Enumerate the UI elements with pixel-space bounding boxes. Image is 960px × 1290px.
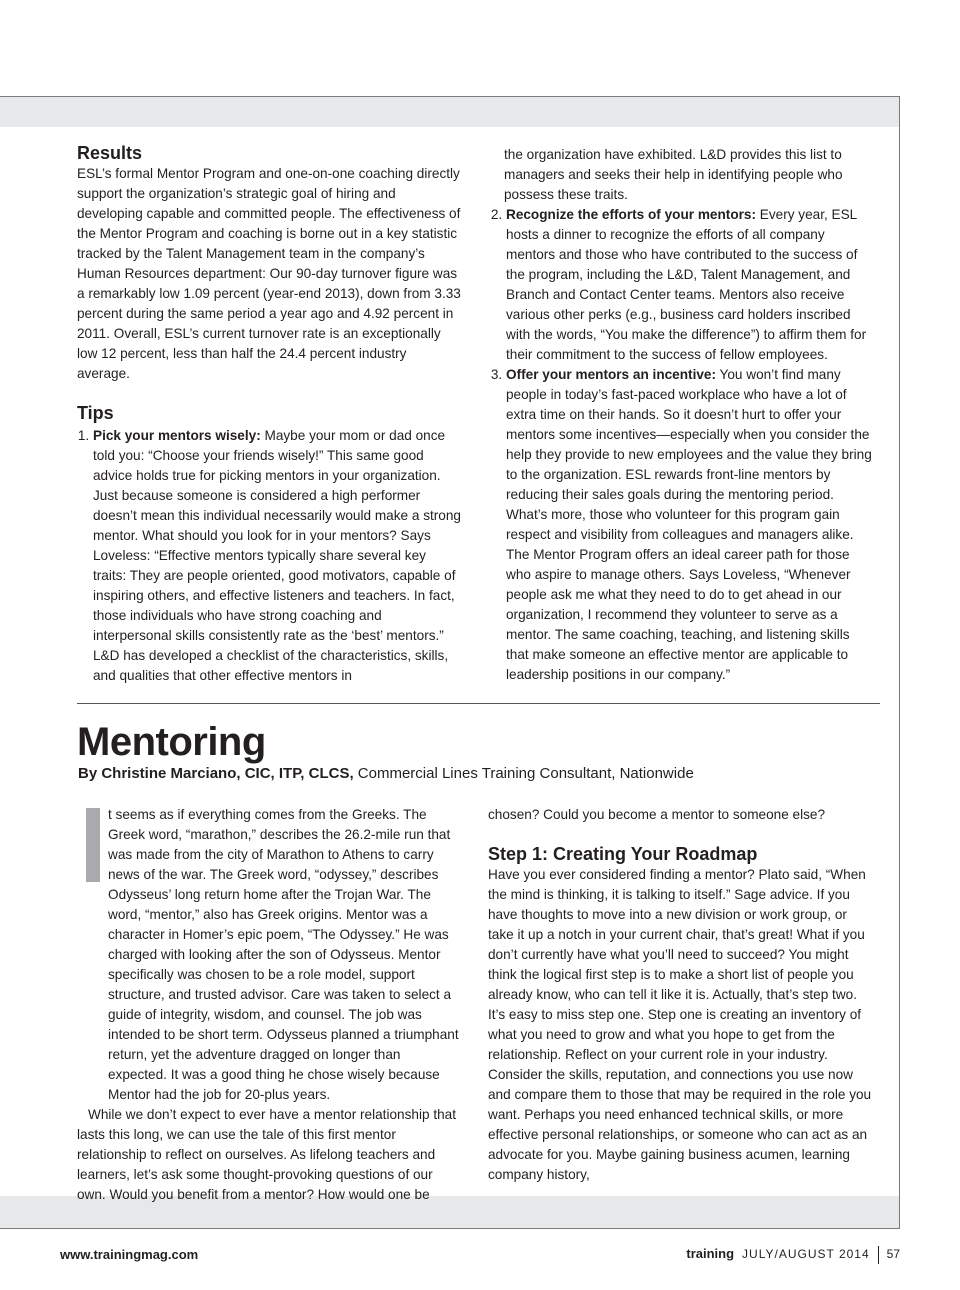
tips-list-2: [490, 205, 875, 685]
step1-body: Have you ever considered finding a mentor? Plato said, “When the mind is thinking, it is talking to itself.” Sage advice. If you have thoughts to move into a new division or work group, or take it up a notch in your current chair, that’s great! What if you don’t currently have what you’ll need to succeed? You might think the logical first step is to make a short list of people you already know, who can tell it like it is. Actually, that’s step two. It’s easy to miss step one. Step one is creating an inventory of what you need to grow and what you hope to get from the relationship. Reflect on your current role in your industry. Consider the skills, reputation, and connections you use now and compare them to those that may be required in the role you want. Perhaps you need enhanced technical skills, or more effective personal relationships, or someone who can act as an advocate for you. Maybe gaining business acumen, learning company history,: [488, 867, 872, 1182]
article-paragraph-2: While we don’t expect to ever have a mentor relationship that lasts this long, we can use the tale of this first mentor relationship to reflect on ourselves. As lifelong teachers and learners, let’s ask some thought-provoking questions of our own. Would you benefit from a mentor? How would one be: [77, 1107, 456, 1202]
tip-lead: Offer your mentors an incentive:: [506, 367, 716, 382]
footer-separator: [878, 1246, 879, 1264]
footer-page-number: 57: [886, 1247, 900, 1261]
footer-issue-info: [686, 1244, 900, 1264]
results-heading: Results: [77, 143, 143, 163]
tips-list: [77, 426, 462, 686]
sidebar-left-column: [77, 142, 462, 686]
byline-author: By Christine Marciano, CIC, ITP, CLCS,: [78, 765, 354, 782]
tip-lead: Pick your mentors wisely:: [93, 428, 261, 443]
tip-text: Maybe your mom or dad once told you: “Choose your friends wisely!” This same good advice holds true for picking mentors in your organization. Just because someone is considered a high performer doesn’t mean this individual necessarily would make a strong mentor. What should you look for in your mentors? Says Loveless: “Effective mentors typically share several key traits: They are people oriented, good motivators, capable of inspiring others, and effective listeners and teachers. In fact, those individuals who have strong coaching and interpersonal skills consistently rate as the ‘best’ mentors.” L&D has developed a checklist of the characteristics, skills, and qualities that other effective mentors in: [93, 428, 461, 683]
tip-item: [93, 426, 462, 686]
right-rule: [899, 96, 900, 1229]
results-body: ESL’s formal Mentor Program and one-on-one coaching directly support the organization’s strategic goal of hiring and developing capable and committed people. The effectiveness of the Mentor Program and coaching is borne out in a key statistic tracked by the Talent Management team in the company’s Human Resources department: Our 90-day turnover figure was a remarkably low 1.09 percent (year-end 2013), down from 3.33 percent during the same period a year ago and 4.92 percent in 2011. Overall, ESL’s current turnover rate is an exceptionally low 12 percent, less than half the 24.4 percent industry average.: [77, 166, 461, 381]
top-gray-band: [0, 97, 899, 127]
article-paragraph-1: [77, 805, 462, 1105]
step1-heading: Step 1: Creating Your Roadmap: [488, 844, 758, 864]
article-title: Mentoring: [77, 720, 266, 764]
tips-list-continued: [490, 145, 875, 205]
footer-brand: training: [686, 1246, 735, 1261]
footer-issue: JULY/AUGUST 2014: [742, 1247, 870, 1261]
bottom-rule: [0, 1228, 900, 1229]
tip-item: [506, 365, 875, 685]
byline-role: Commercial Lines Training Consultant, Nationwide: [353, 765, 694, 782]
article-right-column: [488, 805, 873, 1185]
article-byline: [78, 764, 694, 784]
sidebar-right-column: [490, 145, 875, 685]
tip-text: You won’t find many people in today’s fast-paced workplace who have a lot of extra time on their hands. So it doesn’t hurt to offer your mentors some incentives—especially when you consider the help they provide to new employees and the value they bring to the organization. ESL rewards front-line mentors by reducing their sales goals during the mentoring period. What’s more, those who volunteer for this program gain respect and visibility from colleagues and managers alike. The Mentor Program offers an ideal career path for those who aspire to manage others. Says Loveless, “Whenever people ask me what they need to do to get ahead in our organization, I recommend they volunteer to serve as a mentor. The same coaching, teaching, and listening skills that make someone an effective mentor are applicable to leadership positions in our company.”: [506, 367, 872, 682]
tips-heading: Tips: [77, 403, 114, 423]
tip-continuation-text: the organization have exhibited. L&D provides this list to managers and seeks their help in identifying people who possess these traits.: [504, 147, 843, 202]
article-paragraph-1-text: t seems as if everything comes from the Greeks. The Greek word, “marathon,” describes the 26.2-mile run that was made from the city of Marathon to Athens to carry news of the war. The Greek word, “odyssey,” describes Odysseus’ long return home after the Trojan War. The word, “mentor,” also has Greek origins. Mentor was a character in Homer’s epic poem, “The Odyssey.” He was charged with looking after the son of Odysseus. Mentor specifically was chosen to be a role model, support structure, and trusted advisor. Care was taken to select a guide of integrity, wisdom, and counsel. The job was intended to be short term. Odysseus planned a triumphant return, yet the adventure dragged on longer than expected. It was a good thing he chose wisely because Mentor had the job for 20-plus years.: [108, 807, 459, 1102]
footer-url[interactable]: www.trainingmag.com: [60, 1247, 199, 1262]
tip-text: Every year, ESL hosts a dinner to recognize the efforts of all company mentors and those who have contributed to the success of the program, including the L&D, Talent Management, and Branch and Contact Center teams. Mentors also receive various other perks (e.g., business card holders inscribed with the words, “You make the difference”) to affirm them for their commitment to the success of fellow employees.: [506, 207, 867, 362]
tip-lead: Recognize the efforts of your mentors:: [506, 207, 756, 222]
tip-item: [506, 205, 875, 365]
article-paragraph-3: chosen? Could you become a mentor to someone else?: [488, 807, 826, 822]
tip-continuation: [504, 145, 875, 205]
section-divider: [77, 703, 880, 704]
article-left-column: [77, 805, 462, 1205]
